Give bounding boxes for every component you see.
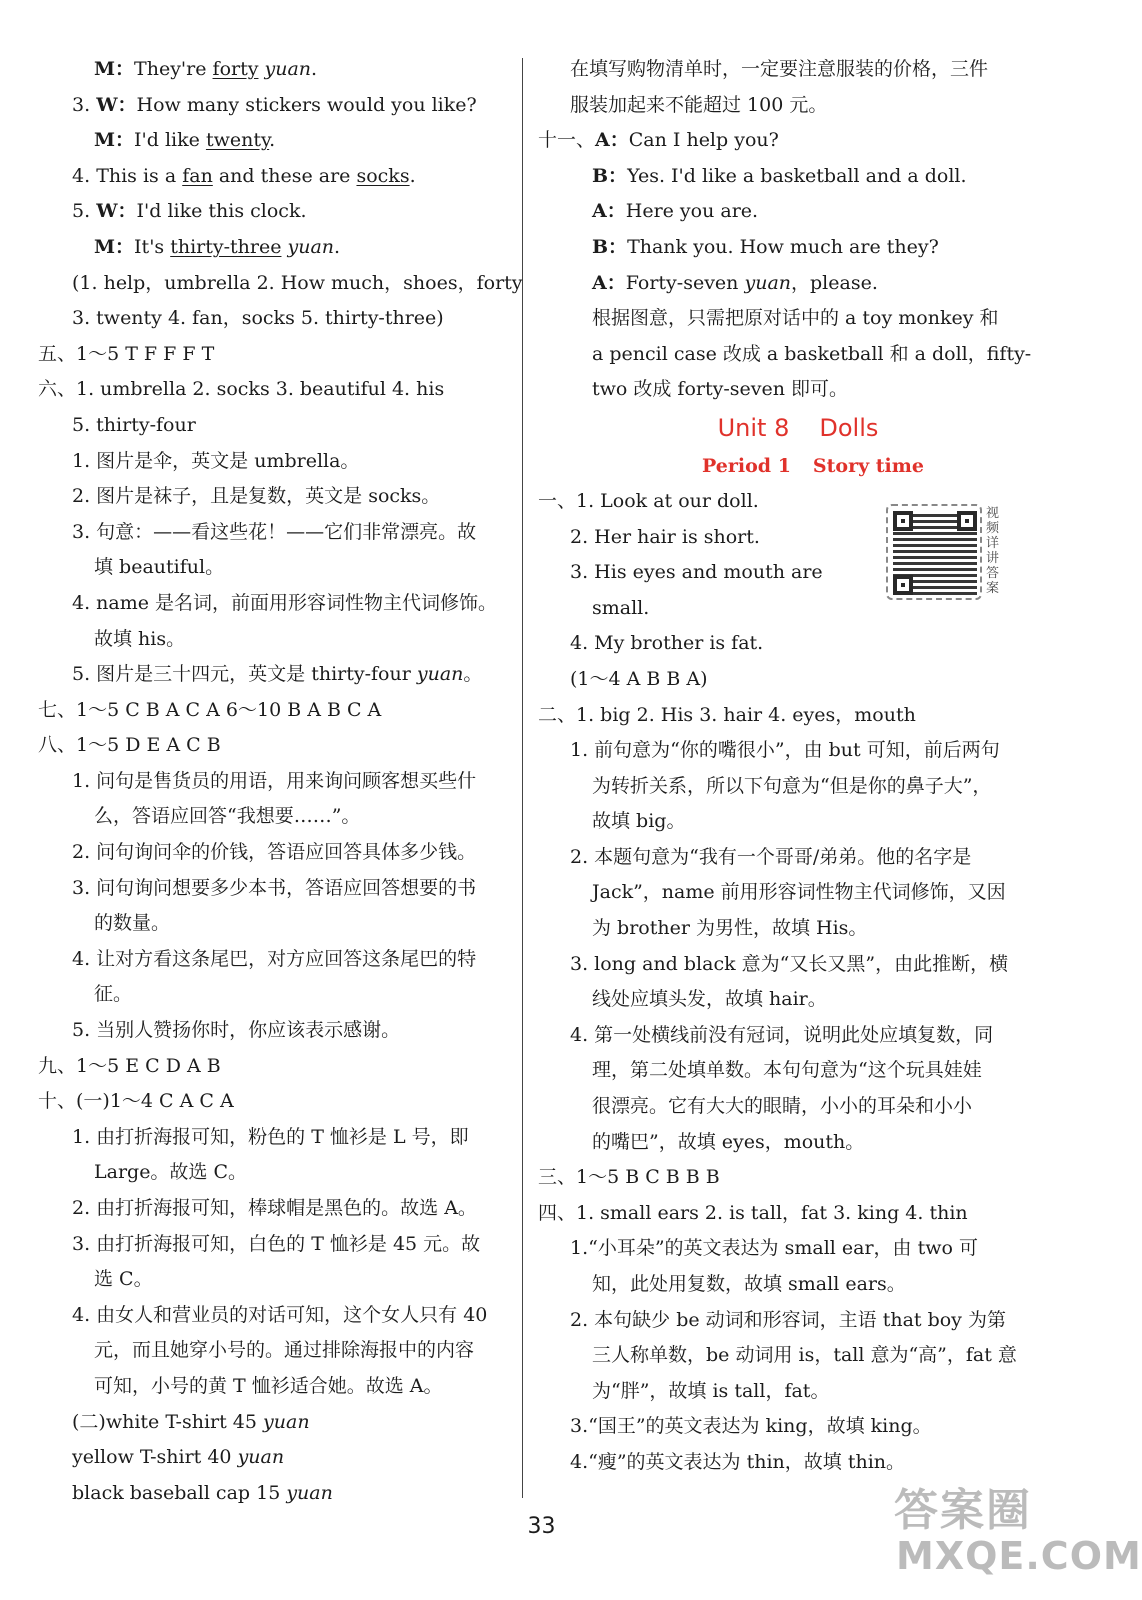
explanation-line: 三人称单数，be 动词用 is，tall 意为“高”，fat 意 xyxy=(592,1344,1017,1367)
dialogue-line: B：Yes. I'd like a basketball and a doll. xyxy=(592,164,967,187)
explanation-line: 么，答语应回答“我想要……”。 xyxy=(94,805,361,828)
left-column xyxy=(38,52,523,1511)
shopping-list-line: (二)white T-shirt 45 yuan xyxy=(72,1410,310,1433)
explanation-line: 2. 问句询问伞的价钱，答语应回答具体多少钱。 xyxy=(72,841,477,864)
explanation-line: 为转折关系，所以下句意为“但是你的鼻子大”， xyxy=(592,774,992,797)
explanation-line: 3. 由打折海报可知，白色的 T 恤衫是 45 元。故 xyxy=(72,1232,481,1255)
answer-line: M：It's thirty-three yuan. xyxy=(94,235,341,258)
shopping-list-line: yellow T-shirt 40 yuan xyxy=(72,1446,285,1469)
explanation-line: 4. 第一处横线前没有冠词，说明此处应填复数，同 xyxy=(570,1023,994,1046)
explanation-line: 2. 本句缺少 be 动词和形容词，主语 that boy 为第 xyxy=(570,1308,1006,1331)
answer-line: 5. W：I'd like this clock. xyxy=(72,200,307,223)
section-answer: 七、1～5 C B A C A 6～10 B A B C A xyxy=(38,698,382,721)
explanation-line: 1. 前句意为“你的嘴很小”，由 but 可知，前后两句 xyxy=(570,739,1000,762)
section-answer: 九、1～5 E C D A B xyxy=(38,1054,221,1077)
explanation-line: 5. 当别人赞扬你时，你应该表示感谢。 xyxy=(72,1019,401,1042)
dialogue-line: 十一、A：Can I help you? xyxy=(538,129,779,152)
explanation-line: 1. 由打折海报可知，粉色的 T 恤衫是 L 号，即 xyxy=(72,1125,469,1148)
explanation-line: Jack”，name 前用形容词性物主代词修饰，又因 xyxy=(592,881,1006,904)
explanation-line: 1. 问句是售货员的用语，用来询问顾客想买些什 xyxy=(72,769,477,792)
explanation-line: 3. 句意：——看这些花！——它们非常漂亮。故 xyxy=(72,520,477,543)
shopping-list-line: black baseball cap 15 yuan xyxy=(72,1481,333,1504)
explanation-line: 的数量。 xyxy=(94,912,171,935)
explanation-line: 可知，小号的黄 T 恤衫适合她。故选 A。 xyxy=(94,1374,443,1397)
explanation-line: a pencil case 改成 a basketball 和 a doll，fifty- xyxy=(592,342,1032,365)
qr-code-pattern xyxy=(893,511,977,595)
answer-line: small. xyxy=(592,596,650,619)
unit-heading: Unit 8 Dolls xyxy=(717,413,879,442)
explanation-line: 1. 图片是伞，英文是 umbrella。 xyxy=(72,449,360,472)
section-answer: 四、1. small ears 2. is tall，fat 3. king 4. thin xyxy=(538,1201,968,1224)
dialogue-line: B：Thank you. How much are they? xyxy=(592,235,939,258)
explanation-line: 填 beautiful。 xyxy=(94,556,225,579)
answer-line: (1～4 A B B A) xyxy=(570,667,708,690)
answer-line: 3. twenty 4. fan，socks 5. thirty-three) xyxy=(72,307,444,330)
explanation-line: 故填 his。 xyxy=(94,627,186,650)
qr-finder-icon xyxy=(957,511,977,531)
answer-line: 4. My brother is fat. xyxy=(570,632,764,655)
section-answer: 二、1. big 2. His 3. hair 4. eyes，mouth xyxy=(538,703,916,726)
section-answer: 一、1. Look at our doll. xyxy=(538,489,759,512)
explanation-line: 知，此处用复数，故填 small ears。 xyxy=(592,1273,906,1295)
explanation-line: 理，第二处填单数。本句句意为“这个玩具娃娃 xyxy=(592,1059,982,1082)
explanation-line: 为“胖”，故填 is tall，fat。 xyxy=(592,1379,830,1402)
explanation-line: 3. long and black 意为“又长又黑”，由此推断，横 xyxy=(570,952,1009,975)
explanation-line: two 改成 forty-seven 即可。 xyxy=(592,378,849,401)
answer-line: 5. thirty-four xyxy=(72,413,196,436)
answer-line: (1. help，umbrella 2. How much，shoes，forty xyxy=(72,271,523,294)
section-answer: 三、1～5 B C B B B xyxy=(538,1166,720,1189)
explanation-line: 4. name 是名词，前面用形容词性物主代词修饰。 xyxy=(72,591,498,614)
section-answer: 十、(一)1～4 C A C A xyxy=(38,1090,234,1113)
explanation-line: 元，而且她穿小号的。通过排除海报中的内容 xyxy=(94,1339,475,1362)
dialogue-line: A：Forty-seven yuan，please. xyxy=(592,271,878,294)
explanation-line: 5. 图片是三十四元，英文是 thirty-four yuan。 xyxy=(72,663,483,686)
explanation-line: 1.“小耳朵”的英文表达为 small ear，由 two 可 xyxy=(570,1237,978,1260)
period-heading: Period 1 Story time xyxy=(702,454,924,477)
dialogue-line: A：Here you are. xyxy=(592,200,759,223)
explanation-line: 4.“瘦”的英文表达为 thin，故填 thin。 xyxy=(570,1450,906,1473)
section-answer: 五、1～5 T F F F T xyxy=(38,342,215,365)
answer-line: M：I'd like twenty. xyxy=(94,129,276,152)
explanation-line: 根据图意，只需把原对话中的 a toy monkey 和 xyxy=(592,307,999,330)
explanation-line: 征。 xyxy=(94,983,133,1006)
qr-code[interactable] xyxy=(886,504,982,600)
explanation-line: 2. 本题句意为“我有一个哥哥/弟弟。他的名字是 xyxy=(570,845,972,868)
explanation-line: 的嘴巴”，故填 eyes，mouth。 xyxy=(592,1130,865,1153)
watermark-logo: 答案圈 MXQE.COM xyxy=(894,1485,1142,1578)
explanation-line: 4. 让对方看这条尾巴，对方应回答这条尾巴的特 xyxy=(72,947,477,970)
explanation-line: 选 C。 xyxy=(94,1268,153,1291)
section-answer: 六、1. umbrella 2. socks 3. beautiful 4. his xyxy=(38,378,445,401)
explanation-line: 3. 问句询问想要多少本书，答语应回答想要的书 xyxy=(72,876,477,899)
right-column xyxy=(538,52,1032,1481)
explanation-line: 为 brother 为男性，故填 His。 xyxy=(592,917,868,940)
answer-line: 3. His eyes and mouth are xyxy=(570,561,823,584)
explanation-line: 很漂亮。它有大大的眼睛，小小的耳朵和小小 xyxy=(592,1095,973,1118)
explanation-line: 2. 由打折海报可知，棒球帽是黑色的。故选 A。 xyxy=(72,1197,477,1219)
explanation-line: 线处应填头发，故填 hair。 xyxy=(592,988,827,1011)
qr-caption: 视频详讲答案 xyxy=(986,506,1000,596)
explanation-line: 3.“国王”的英文表达为 king，故填 king。 xyxy=(570,1415,932,1438)
answer-line: 3. W：How many stickers would you like? xyxy=(72,93,477,116)
explanation-line: 2. 图片是袜子，且是复数，英文是 socks。 xyxy=(72,485,441,508)
explanation-line: 在填写购物清单时，一定要注意服装的价格，三件 xyxy=(570,58,989,80)
explanation-line: 服装加起来不能超过 100 元。 xyxy=(570,93,828,116)
qr-finder-icon xyxy=(893,575,913,595)
answer-line: 2. Her hair is short. xyxy=(570,525,760,548)
explanation-line: 4. 由女人和营业员的对话可知，这个女人只有 40 xyxy=(72,1303,488,1326)
answer-line: 4. This is a fan and these are socks. xyxy=(72,164,416,187)
answer-line: M：They're forty yuan. xyxy=(94,58,318,80)
page-number: 33 xyxy=(527,1514,556,1539)
qr-finder-icon xyxy=(893,511,913,531)
section-answer: 八、1～5 D E A C B xyxy=(38,734,221,757)
explanation-line: Large。故选 C。 xyxy=(94,1161,248,1184)
explanation-line: 故填 big。 xyxy=(592,810,686,833)
